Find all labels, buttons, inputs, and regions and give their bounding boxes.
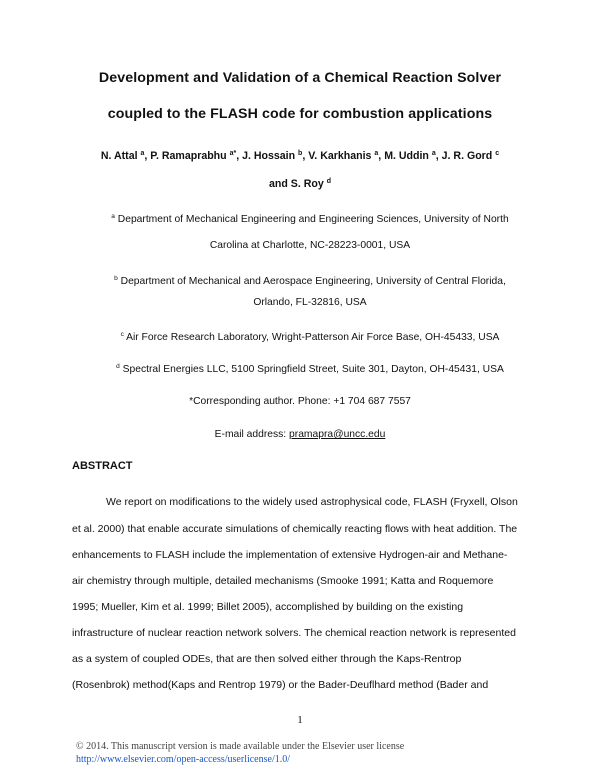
author-name: J. Hossain: [242, 150, 296, 162]
abstract-line: enhancements to FLASH include the implementation of extensive Hydrogen-air and Methane-: [72, 549, 508, 561]
paper-title-line-1: Development and Validation of a Chemical Reaction Solver: [98, 70, 502, 86]
abstract-line: et al. 2000) that enable accurate simulations of chemically reacting flows with heat addition. The: [72, 523, 518, 535]
affiliation-mark: d: [116, 363, 120, 370]
abstract-line: as a system of coupled ODEs, that are then solved either through the Kaps-Rentrop: [72, 653, 462, 665]
email-label: E-mail address:: [214, 429, 290, 440]
abstract-line: We report on modifications to the widely used astrophysical code, FLASH (Fryxell, Olson: [106, 496, 518, 508]
abstract-heading: ABSTRACT: [72, 460, 133, 472]
author-separator: ,: [302, 150, 309, 162]
paper-title-line-2: coupled to the FLASH code for combustion applications: [107, 106, 493, 122]
author-separator: ,: [144, 150, 151, 162]
author-name: and S. Roy: [269, 178, 324, 190]
abstract-line: infrastructure of nuclear reaction network solvers. The chemical reaction network is represented: [72, 627, 516, 639]
affiliation-mark: a: [111, 213, 115, 220]
author-affiliation-mark: d: [326, 178, 331, 185]
corresponding-author-note: *Corresponding author. Phone: +1 704 687 7557: [189, 396, 411, 407]
author-name: V. Karkhanis: [308, 150, 372, 162]
email-line: [40, 429, 560, 440]
author-affiliation-mark: a*: [229, 150, 237, 157]
affiliation-mark: c: [120, 331, 124, 338]
affiliation-a-line-2: Carolina at Charlotte, NC-28223-0001, USA: [209, 240, 411, 251]
affiliation-c-line-1: [60, 331, 560, 343]
affiliation-mark: b: [114, 275, 118, 282]
email-link[interactable]: pramapra@uncc.edu: [289, 429, 386, 440]
author-separator: ,: [236, 150, 243, 162]
author-affiliation-mark: b: [298, 150, 303, 157]
author-name: N. Attal: [100, 150, 138, 162]
affiliation-text: Spectral Energies LLC, 5100 Springfield Street, Suite 301, Dayton, OH-45431, USA: [122, 364, 504, 375]
abstract-line: air chemistry through multiple, detailed mechanisms (Smooke 1991; Katta and Roquemore: [72, 575, 494, 587]
license-notice: © 2014. This manuscript version is made available under the Elsevier user license: [76, 741, 405, 752]
abstract-line: (Rosenbrok) method(Kaps and Rentrop 1979) or the Bader-Deuflhard method (Bader and: [72, 679, 489, 691]
affiliation-text: Department of Mechanical and Aerospace Engineering, University of Central Florida,: [120, 276, 506, 287]
affiliation-a-line-1: [60, 213, 560, 225]
author-separator: ,: [435, 150, 442, 162]
author-affiliation-mark: a: [374, 150, 379, 157]
affiliation-b-line-1: [60, 275, 560, 287]
author-list-line-2: [40, 178, 560, 190]
affiliation-text: Department of Mechanical Engineering and Engineering Sciences, University of North: [117, 214, 509, 225]
author-list-line-1: [40, 150, 560, 162]
author-affiliation-mark: a: [431, 150, 436, 157]
author-name: M. Uddin: [384, 150, 429, 162]
license-link[interactable]: http://www.elsevier.com/open-access/userlicense/1.0/: [76, 754, 291, 765]
author-affiliation-mark: c: [495, 150, 500, 157]
author-separator: ,: [378, 150, 385, 162]
author-affiliation-mark: a: [140, 150, 145, 157]
page-number: 1: [297, 714, 303, 726]
affiliation-d-line-1: [60, 363, 560, 375]
affiliation-text: Air Force Research Laboratory, Wright-Patterson Air Force Base, OH-45433, USA: [126, 332, 500, 343]
affiliation-b-line-2: Orlando, FL-32816, USA: [253, 297, 367, 308]
author-name: J. R. Gord: [441, 150, 493, 162]
author-name: P. Ramaprabhu: [150, 150, 227, 162]
abstract-line: 1995; Mueller, Kim et al. 1999; Billet 2005), accomplished by building on the existing: [72, 601, 464, 613]
